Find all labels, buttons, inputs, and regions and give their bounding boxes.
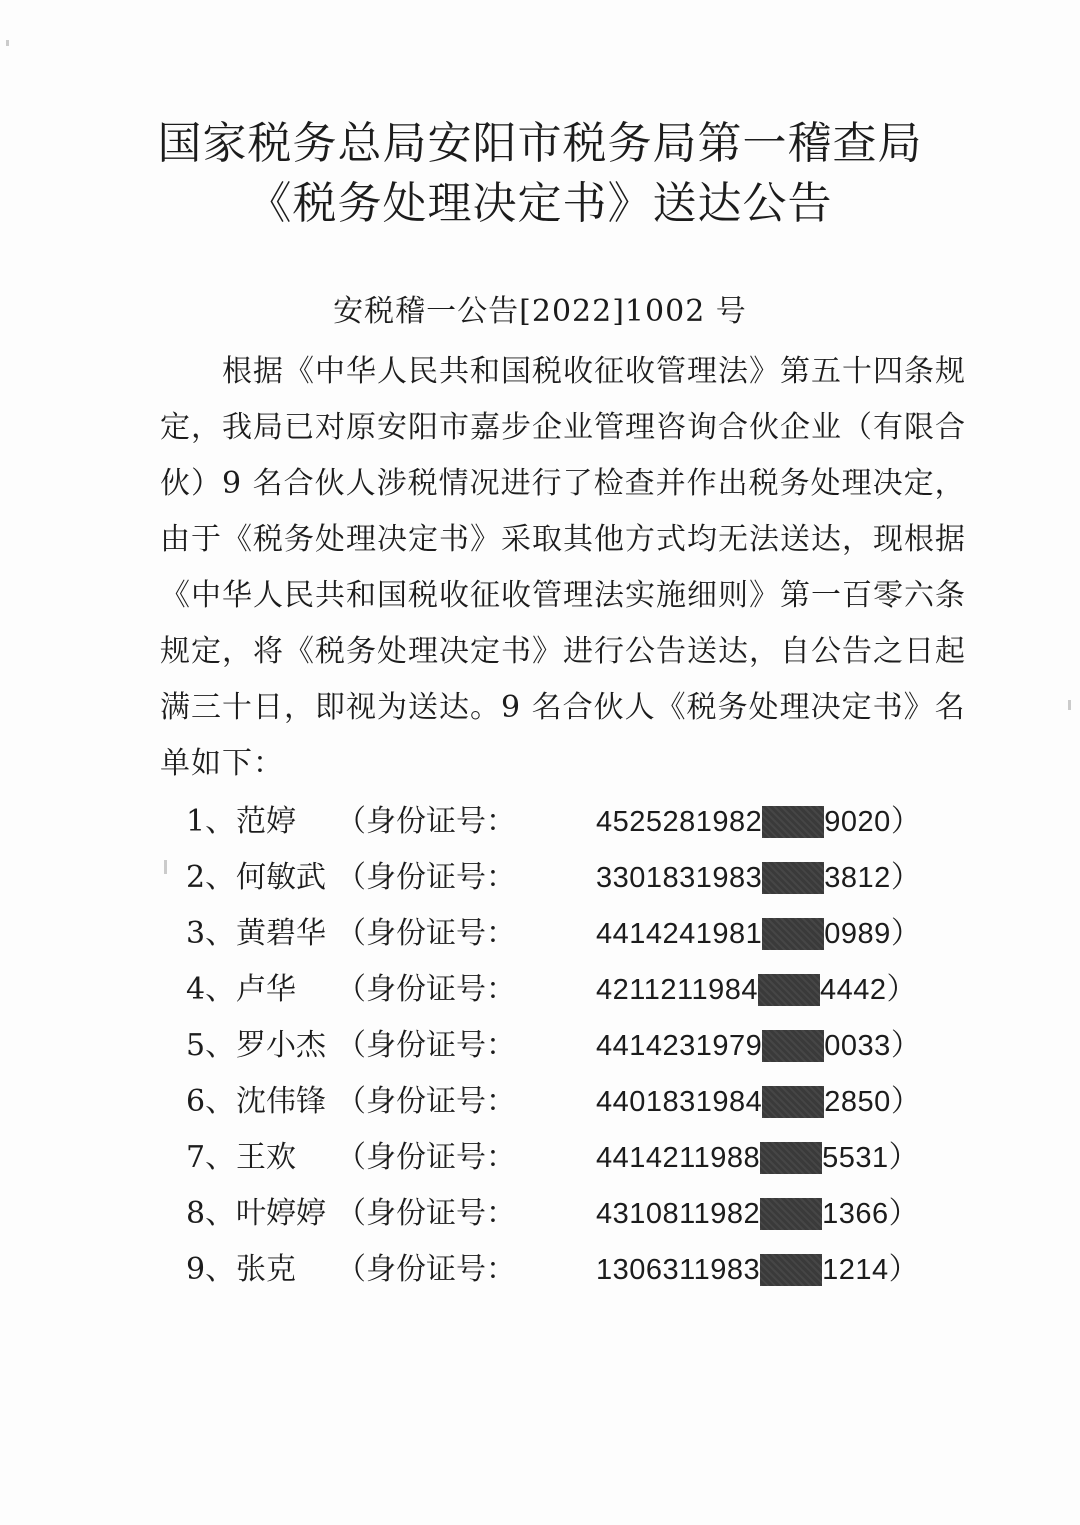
redaction-block (762, 806, 824, 838)
redaction-block (762, 1030, 824, 1062)
id-number-prefix: 4414211988 (596, 1142, 761, 1174)
id-number-suffix: 0989 (824, 918, 891, 950)
redaction-block (762, 1086, 824, 1118)
scan-speck (1068, 700, 1071, 710)
close-paren: ） (890, 804, 921, 839)
scan-speck (164, 860, 167, 874)
id-number-suffix: 5531 (822, 1142, 889, 1174)
id-label: （身份证号： (336, 1028, 516, 1063)
close-paren: ） (888, 1196, 919, 1231)
partner-name: 罗小杰 (236, 1028, 326, 1063)
body-paragraph-line: 满三十日，即视为送达。9 名合伙人《税务处理决定书》名 (160, 690, 966, 725)
body-paragraph-line: 根据《中华人民共和国税收征收管理法》第五十四条规 (222, 354, 966, 389)
partner-index: 2、 (186, 860, 236, 895)
partner-row (186, 800, 921, 844)
close-paren: ） (888, 1252, 919, 1287)
close-paren: ） (890, 916, 921, 951)
redaction-block (760, 1254, 822, 1286)
partner-index: 9、 (186, 1252, 236, 1287)
id-label: （身份证号： (336, 1196, 516, 1231)
id-label: （身份证号： (336, 804, 516, 839)
id-label: （身份证号： (336, 1140, 516, 1175)
id-number-suffix: 0033 (824, 1030, 891, 1062)
id-label: （身份证号： (336, 972, 516, 1007)
partner-index: 6、 (186, 1084, 236, 1119)
redaction-block (762, 918, 824, 950)
id-number-suffix: 1366 (822, 1198, 889, 1230)
body-paragraph-line: 定，我局已对原安阳市嘉步企业管理咨询合伙企业（有限合 (160, 410, 966, 445)
id-number-prefix: 4310811982 (596, 1198, 761, 1230)
body-paragraph-line: 单如下： (160, 746, 284, 781)
partner-index: 5、 (186, 1028, 236, 1063)
partner-row (186, 1136, 919, 1180)
id-number-prefix: 4525281982 (596, 806, 763, 838)
partner-row (186, 856, 921, 900)
partner-name: 沈伟锋 (236, 1084, 326, 1119)
id-number-suffix: 2850 (824, 1086, 891, 1118)
partner-row (186, 1192, 919, 1236)
scan-speck (6, 40, 9, 46)
id-number-suffix: 9020 (824, 806, 891, 838)
document-number: 安税稽一公告[2022]1002 号 (333, 294, 747, 329)
body-paragraph-line: 由于《税务处理决定书》采取其他方式均无法送达，现根据 (160, 522, 966, 557)
close-paren: ） (890, 1084, 921, 1119)
close-paren: ） (890, 860, 921, 895)
close-paren: ） (890, 1028, 921, 1063)
id-number-prefix: 4414241981 (596, 918, 763, 950)
partner-row (186, 912, 921, 956)
id-number-prefix: 4211211984 (596, 974, 758, 1006)
partner-row (186, 1024, 921, 1068)
partner-row (186, 1080, 921, 1124)
close-paren: ） (888, 1140, 919, 1175)
id-number-prefix: 4414231979 (596, 1030, 763, 1062)
id-number-prefix: 3301831983 (596, 862, 763, 894)
document-title-line-1: 国家税务总局安阳市税务局第一稽查局 (157, 118, 923, 169)
partner-row (186, 968, 917, 1012)
id-label: （身份证号： (336, 1252, 516, 1287)
id-label: （身份证号： (336, 860, 516, 895)
redaction-block (760, 1198, 822, 1230)
partner-name: 何敏武 (236, 860, 326, 895)
id-label: （身份证号： (336, 916, 516, 951)
document-title-line-2: 《税务处理决定书》送达公告 (247, 178, 833, 229)
id-number-suffix: 1214 (822, 1254, 889, 1286)
partner-row (186, 1248, 919, 1292)
redaction-block (758, 974, 820, 1006)
id-number-suffix: 4442 (819, 974, 887, 1006)
partner-name: 卢华 (236, 972, 296, 1007)
body-paragraph-line: 伙）9 名合伙人涉税情况进行了检查并作出税务处理决定， (160, 466, 966, 501)
close-paren: ） (886, 972, 917, 1007)
partner-index: 1、 (186, 804, 236, 839)
partner-index: 7、 (186, 1140, 236, 1175)
partner-name: 叶婷婷 (236, 1196, 326, 1231)
partner-name: 范婷 (236, 804, 296, 839)
partner-name: 黄碧华 (236, 916, 326, 951)
redaction-block (762, 862, 824, 894)
redaction-block (760, 1142, 822, 1174)
partner-name: 王欢 (236, 1140, 296, 1175)
id-number-prefix: 4401831984 (596, 1086, 763, 1118)
id-label: （身份证号： (336, 1084, 516, 1119)
partner-index: 4、 (186, 972, 236, 1007)
body-paragraph-line: 《中华人民共和国税收征收管理法实施细则》第一百零六条 (160, 578, 966, 613)
id-number-prefix: 1306311983 (596, 1254, 761, 1286)
partner-index: 8、 (186, 1196, 236, 1231)
partner-name: 张克 (236, 1252, 296, 1287)
id-number-suffix: 3812 (824, 862, 891, 894)
partner-index: 3、 (186, 916, 236, 951)
body-paragraph-line: 规定，将《税务处理决定书》进行公告送达，自公告之日起 (160, 634, 966, 669)
